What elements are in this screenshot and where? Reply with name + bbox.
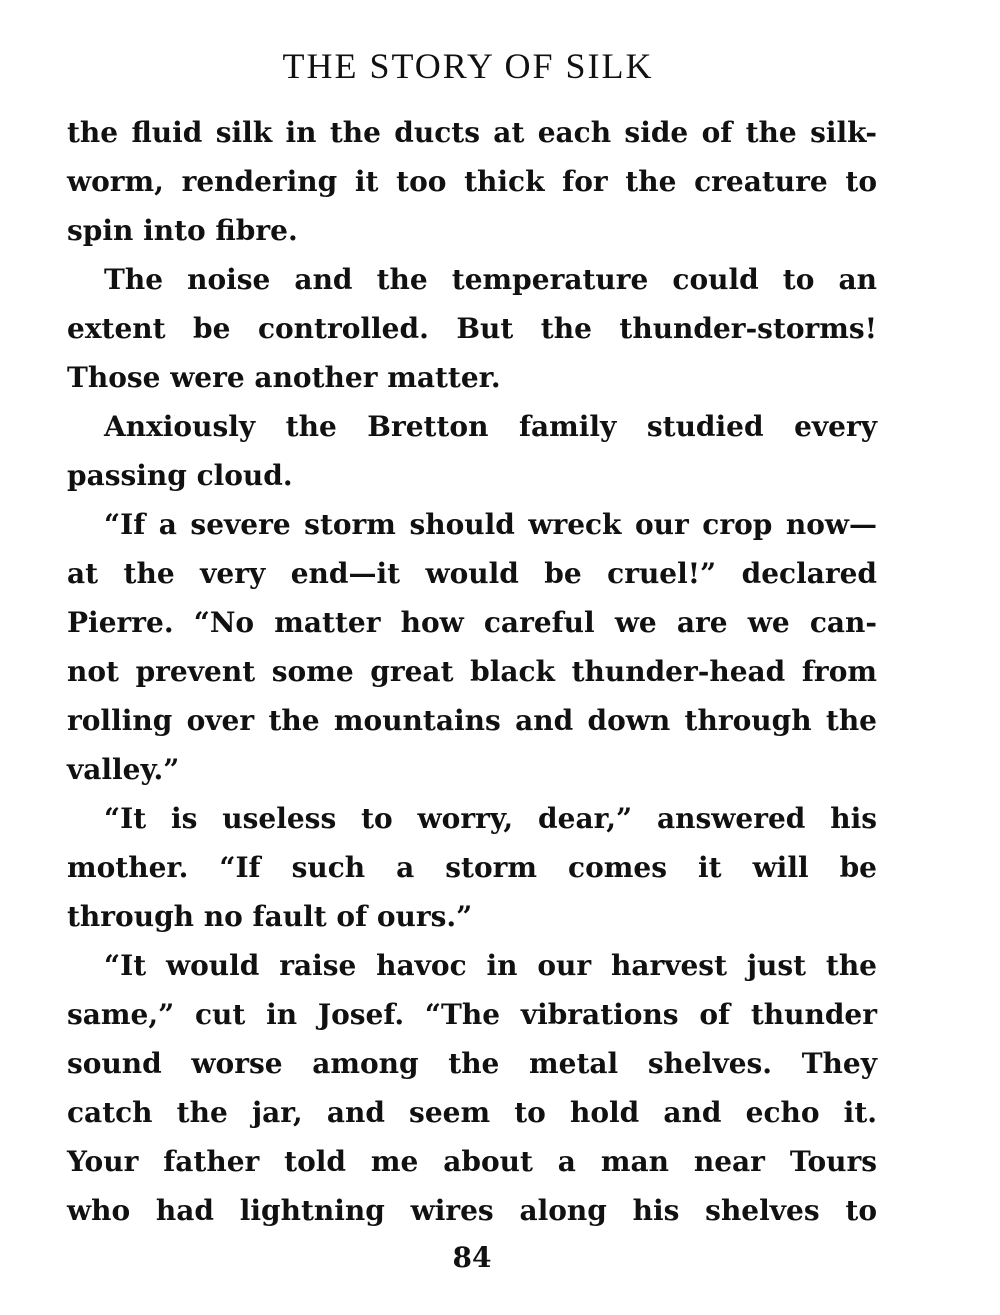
text-line: sound worse among the metal shelves. They bbox=[67, 1047, 877, 1080]
text-line: catch the jar, and seem to hold and echo it. bbox=[67, 1096, 877, 1129]
text-line: mother. “If such a storm comes it will be bbox=[67, 851, 877, 884]
text-line: Those were another matter. bbox=[67, 361, 501, 394]
page-number-text: 84 bbox=[452, 1241, 492, 1274]
text-line: Pierre. “No matter how careful we are we can- bbox=[67, 606, 877, 639]
text-line: the fluid silk in the ducts at each side of the silk- bbox=[67, 116, 877, 149]
text-line: same,” cut in Josef. “The vibrations of thunder bbox=[67, 998, 877, 1031]
text-line: extent be controlled. But the thunder-storms! bbox=[67, 312, 877, 345]
text-line: spin into fibre. bbox=[67, 214, 298, 247]
text-line: Anxiously the Bretton family studied every bbox=[104, 410, 877, 443]
text-line: The noise and the temperature could to an bbox=[104, 263, 877, 296]
text-line: not prevent some great black thunder-head from bbox=[67, 655, 877, 688]
running-head-title: THE STORY OF SILK bbox=[282, 46, 654, 86]
text-line: rolling over the mountains and down through the bbox=[67, 704, 877, 737]
text-line: through no fault of ours.” bbox=[67, 900, 473, 933]
text-line: worm, rendering it too thick for the creature to bbox=[67, 165, 877, 198]
text-line: valley.” bbox=[67, 753, 180, 786]
text-line: who had lightning wires along his shelves to bbox=[67, 1194, 877, 1227]
text-line: Your father told me about a man near Tours bbox=[67, 1145, 877, 1178]
running-head bbox=[0, 44, 1000, 88]
text-line: passing cloud. bbox=[67, 459, 293, 492]
page-number bbox=[0, 1238, 1000, 1278]
text-line: “It is useless to worry, dear,” answered his bbox=[104, 802, 877, 835]
text-line: “It would raise havoc in our harvest just the bbox=[104, 949, 877, 982]
text-line: at the very end—it would be cruel!” declared bbox=[67, 557, 877, 590]
text-line: “If a severe storm should wreck our crop now— bbox=[104, 508, 877, 541]
body-text bbox=[67, 108, 877, 1235]
